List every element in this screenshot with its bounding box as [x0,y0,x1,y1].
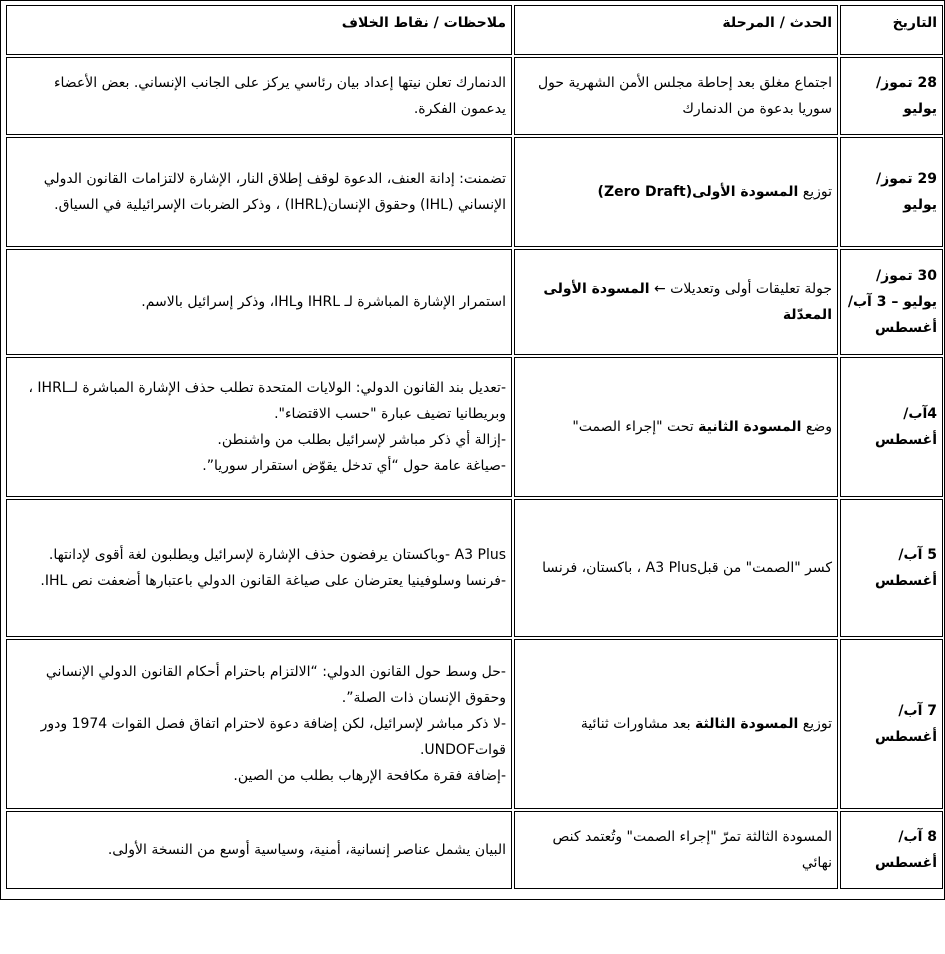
event-cell [514,499,838,637]
note-line: -لا ذكر مباشر لإسرائيل، لكن إضافة دعوة لاحترام اتفاق فصل القوات 1974 ودور قواتUNDOF. [40,716,506,758]
event-cell [514,811,838,889]
event-line [520,555,832,581]
event-text: جولة تعليقات أولى وتعديلات ← [649,281,832,297]
note-line: -إزالة أي ذكر مباشر لإسرائيل بطلب من واشنطن. [217,432,506,448]
notes-cell [6,357,512,497]
event-line [520,414,832,440]
header-event: الحدث / المرحلة [514,5,838,55]
table-row [6,811,943,889]
event-text: بعد مشاورات ثنائية [580,716,696,732]
note-line: A3 Plus -وباكستان يرفضون حذف الإشارة لإسرائيل ويطلبون لغة أقوى لإدانتها. [48,547,506,563]
date-cell: 5 آب/أغسطس [840,499,943,637]
event-text: كسر "الصمت" من قبلA3 Plus ، باكستان، فرنسا [542,560,832,576]
note-line: -إضافة فقرة مكافحة الإرهاب بطلب من الصين. [233,768,506,784]
note-line: -تعديل بند القانون الدولي: الولايات المتحدة تطلب حذف الإشارة المباشرة لـIHRL ، وبريطانيا تضيف عبارة "حسب الاقتضاء". [28,380,506,422]
table-row [6,137,943,247]
event-cell [514,137,838,247]
event-line [520,179,832,205]
event-line [520,70,832,122]
table-row [6,57,943,135]
note-line: -فرنسا وسلوفينيا يعترضان على صياغة القانون الدولي باعتبارها أضعفت نص IHL. [40,573,506,589]
event-line [520,711,832,737]
date-cell: 4آب/أغسطس [840,357,943,497]
event-emphasis: المسودة الأولى المعدّلة [543,281,832,323]
date-cell: 29 تموز/يوليو [840,137,943,247]
date-cell: 28 تموز/يوليو [840,57,943,135]
date-cell: 7 آب/أغسطس [840,639,943,809]
note-line: استمرار الإشارة المباشرة لـ IHRL وIHL، وذكر إسرائيل بالاسم. [141,294,506,310]
notes-cell [6,639,512,809]
notes-cell [6,811,512,889]
event-cell [514,57,838,135]
event-line [520,824,832,876]
table-row [6,357,943,497]
event-cell [514,639,838,809]
timeline-rows [6,57,943,889]
event-text: توزيع [798,184,832,200]
table-row [6,249,943,355]
notes-cell [6,249,512,355]
note-line: -صياغة عامة حول “أي تدخل يقوّض استقرار سوريا”. [202,458,506,474]
event-text: تحت "إجراء الصمت" [572,419,699,435]
date-cell: 30 تموز/يوليو – 3 آب/أغسطس [840,249,943,355]
notes-cell [6,137,512,247]
note-line: الدنمارك تعلن نيتها إعداد بيان رئاسي يركز على الجانب الإنساني. بعض الأعضاء يدعمون الفكرة. [53,75,506,117]
notes-cell [6,57,512,135]
note-line: تضمنت: إدانة العنف، الدعوة لوقف إطلاق النار، الإشارة لالتزامات القانون الدولي الإنساني (IHL) وحقوق الإنسان(IHRL) ، وذكر الضربات الإسرائيلية في السياق. [43,171,506,213]
note-line: -حل وسط حول القانون الدولي: “الالتزام باحترام أحكام القانون الدولي الإنساني وحقوق الإنسان ذات الصلة”. [45,664,506,706]
header-notes: ملاحظات / نقاط الخلاف [6,5,512,55]
event-text: المسودة الثالثة تمرّ "إجراء الصمت" وتُعتمد كنص نهائي [552,829,832,871]
event-emphasis: المسودة الثانية [698,419,802,435]
event-emphasis: المسودة الثالثة [695,716,799,732]
timeline-table [4,3,945,891]
notes-cell [6,499,512,637]
event-text: وضع [801,419,832,435]
event-cell [514,249,838,355]
note-line: البيان يشمل عناصر إنسانية، أمنية، وسياسية أوسع من النسخة الأولى. [107,842,506,858]
event-line [520,276,832,328]
event-emphasis: المسودة الأولى(Zero Draft) [597,184,799,200]
header-row [6,5,943,55]
event-text: توزيع [798,716,832,732]
event-cell [514,357,838,497]
date-cell: 8 آب/أغسطس [840,811,943,889]
header-date: التاريخ [840,5,943,55]
event-text: اجتماع مغلق بعد إحاطة مجلس الأمن الشهرية حول سوريا بدعوة من الدنمارك [538,75,832,117]
table-row [6,639,943,809]
table-row [6,499,943,637]
